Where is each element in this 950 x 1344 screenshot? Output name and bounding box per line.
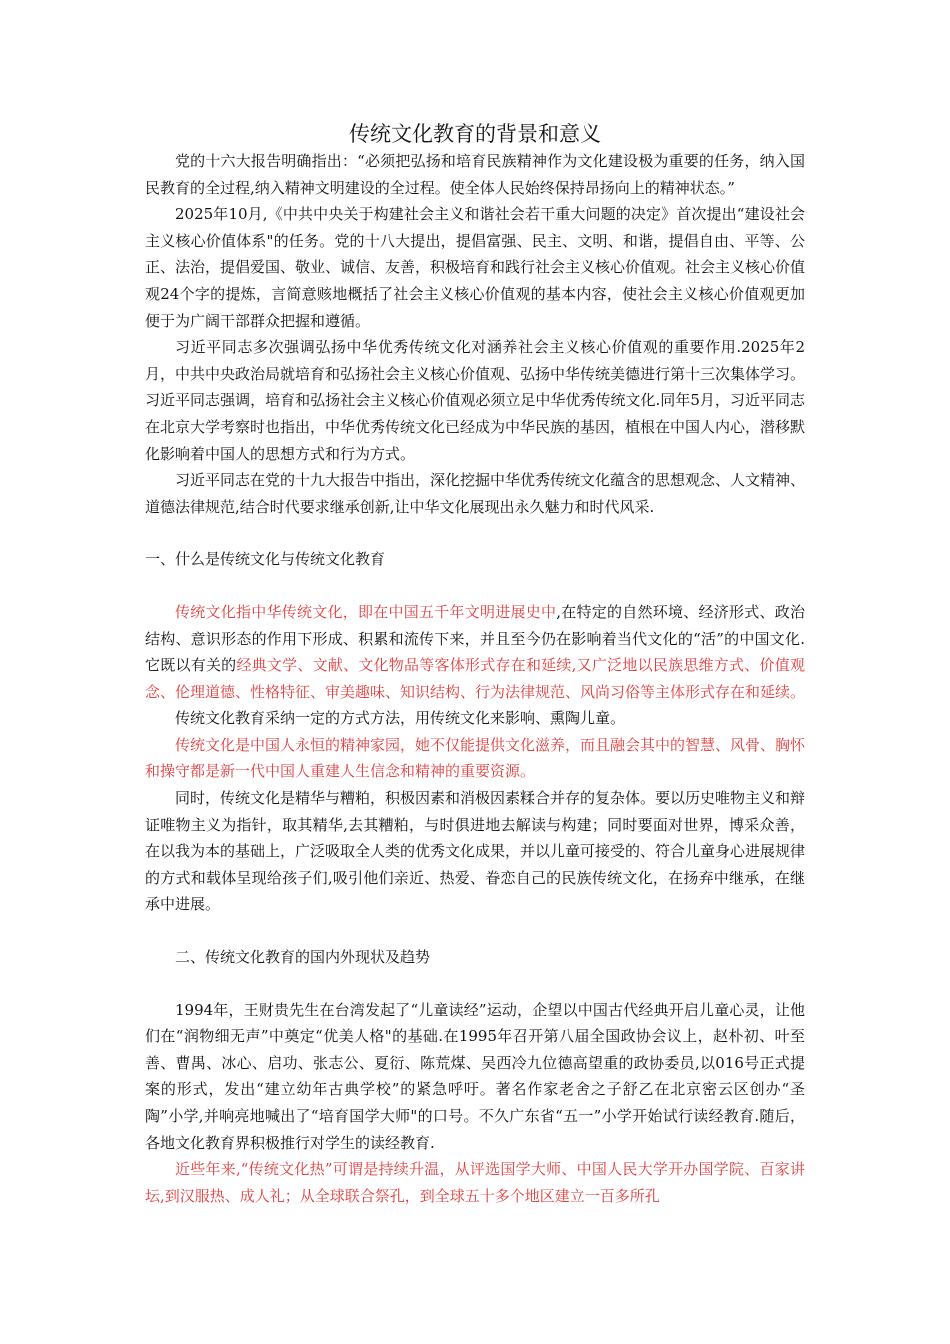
spacer xyxy=(145,971,805,997)
section-2-paragraph-2: 近些年来,“传统文化热”可谓是持续升温，从评选国学大师、中国人民大学开办国学院、百家讲坛,到汉服热、成人礼；从全球联合祭孔，到全球五十多个地区建立一百多所孔 xyxy=(145,1160,805,1205)
section-1-paragraph-3: 传统文化是中国人永恒的精神家园，她不仅能提供文化滋养，而且融会其中的智慧、风骨、胸怀和操守都是新一代中国人重建人生信念和精神的重要资源。 xyxy=(145,735,806,781)
section-1-paragraph-2: 传统文化教育采纳一定的方式方法，用传统文化来影响、熏陶儿童。 xyxy=(175,709,626,728)
section-2-heading: 二、传统文化教育的国内外现状及趋势 xyxy=(175,948,431,967)
section-2-paragraph-1: 1994年，王财贵先生在台湾发起了“儿童读经”运动，企望以中国古代经典开启儿童心灵，让他们在“润物细无声”中奠定“优美人格"的基础.在1995年召开第八届全国政协会议上，赵朴初、叶至善、曹禺、冰心、启功、张志公、夏衍、陈荒煤、吴西冷九位德高望重的政协委员,以016号正式提案的形式，发出“建立幼年古典学校”的紧急呼吁。著名作家老舍之子舒乙在北京密云区创办“圣陶”小学,并响亮地喊出了“培育国学大师"的口号。不久广东省“五一”小学开始试行读经教育.随后，各地文化教育界积极推行对学生的读经教育. xyxy=(145,1000,805,1152)
body-text: ,在特定的自然环境、经济形式、政治结构、意识形态的作用下形成、积累和流传下来，并且至今仍在影响着当代文化的“活”的中国文化.它既以有关的 xyxy=(145,602,805,675)
intro-paragraph-4: 习近平同志在党的十九大报告中指出，深化挖掘中华优秀传统文化蕴含的思想观念、人文精神、道德法律规范,结合时代要求继承创新,让中华文化展现出永久魅力和时代风采. xyxy=(145,471,806,516)
highlighted-text: 经典文学、文献、文化物品等客体形式存在和延续,又广泛地以民族思维方式、价值观念、伦理道德、性格特征、审美趣味、知识结构、行为法律规范、风尚习俗等主体形式存在和延续。 xyxy=(145,656,806,701)
highlighted-text: 传统文化指中华传统文化，即在中国五千年文明进展史中 xyxy=(175,602,557,621)
document-body xyxy=(145,148,805,1209)
section-1-heading: 一、什么是传统文化与传统文化教育 xyxy=(145,550,386,569)
section-1-paragraph-1 xyxy=(145,599,805,705)
spacer xyxy=(145,520,805,546)
spacer xyxy=(145,918,805,944)
intro-paragraph-2: 2025年10月,《中共中央关于构建社会主义和谐社会若干重大问题的决定》首次提出“建设社会主义核心价值体系"的任务。党的十八大提出，提倡富强、民主、文明、和谐，提倡自由、平等、公正、法治，提倡爱国、敬业、诚信、友善，积极培育和践行社会主义核心价值观。社会主义核心价值观24个字的提炼，言简意赅地概括了社会主义核心价值观的基本内容，使社会主义核心价值观更加便于为广阔干部群众把握和遵循。 xyxy=(145,205,806,330)
intro-paragraph-3: 习近平同志多次强调弘扬中华优秀传统文化对涵养社会主义核心价值观的重要作用.2025年2月，中共中央政治局就培育和弘扬社会主义核心价值观、弘扬中华传统美德进行第十三次集体学习。习近平同志强调，培育和弘扬社会主义核心价值观必须立足中华优秀传统文化.同年5月，习近平同志在北京大学考察时也指出，中华优秀传统文化已经成为中华民族的基因，植根在中国人内心，潜移默化影响着中国人的思想方式和行为方式。 xyxy=(145,338,806,463)
document-title: 传统文化教育的背景和意义 xyxy=(349,122,601,146)
intro-paragraph-1: 党的十六大报告明确指出：“必须把弘扬和培育民族精神作为文化建设极为重要的任务，纳入国民教育的全过程,纳入精神文明建设的全过程。使全体人民始终保持昂扬向上的精神状态。” xyxy=(145,152,805,197)
spacer xyxy=(145,573,805,599)
section-1-paragraph-4: 同时，传统文化是精华与糟粕，积极因素和消极因素糅合并存的复杂体。要以历史唯物主义和辩证唯物主义为指针，取其精华,去其糟粕，与时俱进地去解读与构建；同时要面对世界，博采众善，在以我为本的基础上，广泛吸取全人类的优秀文化成果，并以儿童可接受的、符合儿童身心进展规律的方式和载体呈现给孩子们,吸引他们亲近、热爱、眷恋自己的民族传统文化，在扬弃中继承，在继承中进展。 xyxy=(145,789,806,914)
